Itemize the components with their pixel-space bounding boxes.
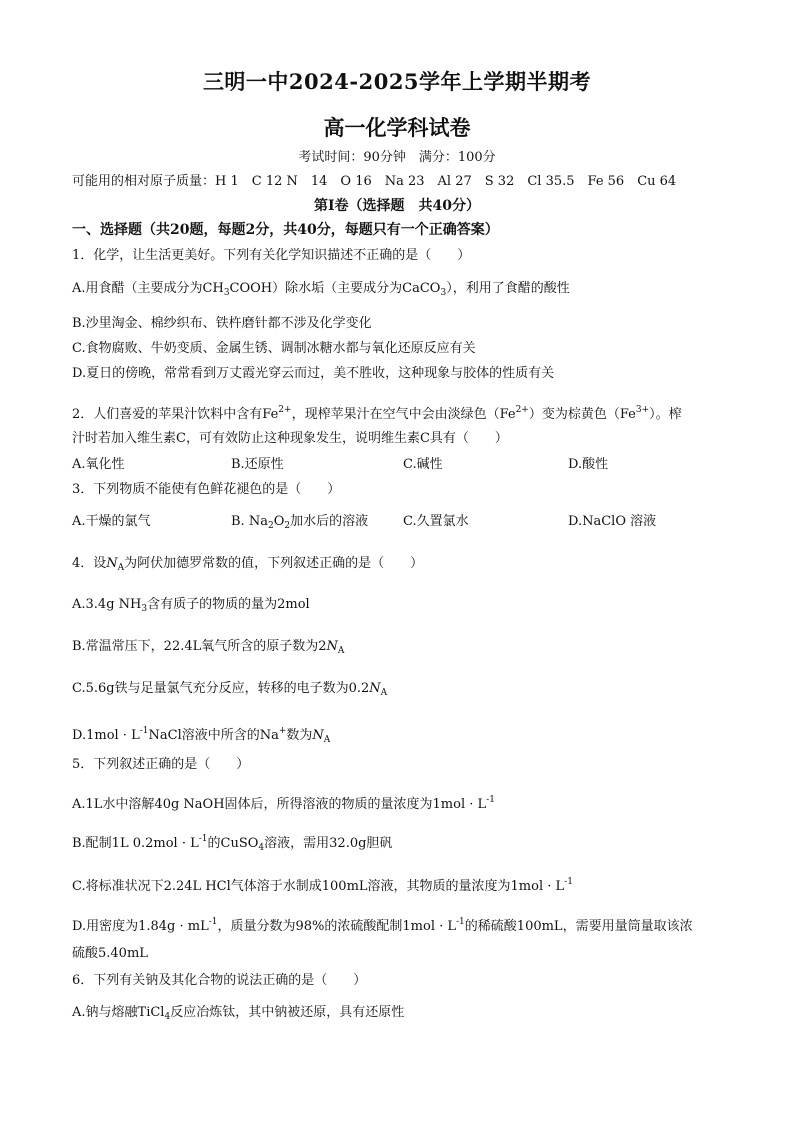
exam-title: 三明一中2024-2025学年上学期半期考 xyxy=(202,69,592,94)
q2-option-d: D.酸性 xyxy=(568,457,609,472)
exam-subtitle: 高一化学科试卷 xyxy=(323,115,471,140)
atomic-masses: 可能用的相对原子质量：H 1 C 12 N 14 O 16 Na 23 Al 27 S 32 Cl 35.5 Fe 56 Cu 64 xyxy=(72,174,677,189)
q5-option-d-cont: 硫酸5.40mL xyxy=(72,946,148,961)
q3-option-b: B. $Na_2O_2$加水后的溶液 xyxy=(231,514,369,531)
q1-option-c: C.食物腐败、牛奶变质、金属生锈、调制冰糖水都与氧化还原反应有关 xyxy=(72,341,476,356)
q4-option-b: B.常温常压下，22.4L氧气所含的原子数为$2N_A$ xyxy=(72,639,345,656)
q3-option-c: C.久置氯水 xyxy=(403,514,469,529)
q5-option-a: A.1L水中溶解40g NaOH固体后，所得溶液的物质的量浓度为$1mol \cdot L^{-1}$ xyxy=(72,795,495,812)
q1-option-b: B.沙里淘金、棉纱织布、铁杵磨针都不涉及化学变化 xyxy=(72,316,372,331)
q1-option-a: A.用食醋（主要成分为$CH_3COOH$）除水垢（主要成分为CaCO$_3$），利用了食醋的酸性 xyxy=(72,281,570,298)
q5-option-d: D.用密度为$1.84g \cdot mL^{-1}$，质量分数为98%的浓硫酸配制$1mol \cdot L^{-1}$的稀硫酸100mL，需要用量筒量取该浓 xyxy=(72,917,693,934)
q3-option-d: D.NaClO 溶液 xyxy=(568,514,657,529)
exam-info: 考试时间：90分钟 满分：100分 xyxy=(298,150,496,165)
q6-option-a: A.钠与熔融TiCl$_4$反应冶炼钛，其中钠被还原，具有还原性 xyxy=(72,1005,405,1022)
q2-stem-line1: 2．人们喜爱的苹果汁饮料中含有$Fe^{2+}$，现榨苹果汁在空气中会由淡绿色$(Fe^{2+})$变为棕黄色$(Fe^{3+})$。榨 xyxy=(72,405,682,422)
q4-option-d: $D.1mol \cdot L^{-1}NaCl$溶液中所含的Na+数为$N_A$ xyxy=(72,726,331,745)
q5-option-c: C.将标准状况下2.24L HCl气体溶于水制成100mL溶液，其物质的量浓度为$1mol \cdot L^{-1}$ xyxy=(72,877,573,894)
q1-sub-3b: 3 xyxy=(440,288,447,298)
q1-stem: 1．化学，让生活更美好。下列有关化学知识描述不正确的是（ ） xyxy=(72,248,471,263)
q3-option-a: A.干燥的氯气 xyxy=(72,514,151,529)
q5-stem: 5．下列叙述正确的是（ ） xyxy=(72,757,250,772)
q1-sub-3: 3 xyxy=(223,288,230,298)
section-title: 一、选择题（共20题，每题2分，共40分，每题只有一个正确答案） xyxy=(72,222,499,238)
q4-option-a: A.3.4g $NH_3$含有质子的物质的量为2mol xyxy=(72,597,310,614)
q5-option-b: B.配制1L $0.2mol \cdot L^{-1}$的CuSO$_4$溶液，需用32.0g胆矾 xyxy=(72,834,393,853)
q1-option-d: D.夏日的傍晚，常常看到万丈霞光穿云而过，美不胜收，这种现象与胶体的性质有关 xyxy=(72,366,555,381)
q2-option-c: C.碱性 xyxy=(403,457,443,472)
q3-stem: 3．下列物质不能使有色鲜花褪色的是（ ） xyxy=(72,482,341,497)
q4-stem: 4．设$N_A$为阿伏加德罗常数的值，下列叙述正确的是（ ） xyxy=(72,556,424,573)
q2-option-a: A.氧化性 xyxy=(72,457,125,472)
part-title: 第Ⅰ卷（选择题 共40分） xyxy=(313,198,481,214)
q2-stem-line2: 汁时若加入维生素C，可有效防止这种现象发生，说明维生素C具有（ ） xyxy=(72,431,508,446)
q6-stem: 6．下列有关钠及其化合物的说法正确的是（ ） xyxy=(72,973,367,988)
q4-option-c: C.5.6g铁与足量氯气充分反应，转移的电子数为$0.2N_A$ xyxy=(72,681,388,698)
q2-option-b: B.还原性 xyxy=(231,457,284,472)
